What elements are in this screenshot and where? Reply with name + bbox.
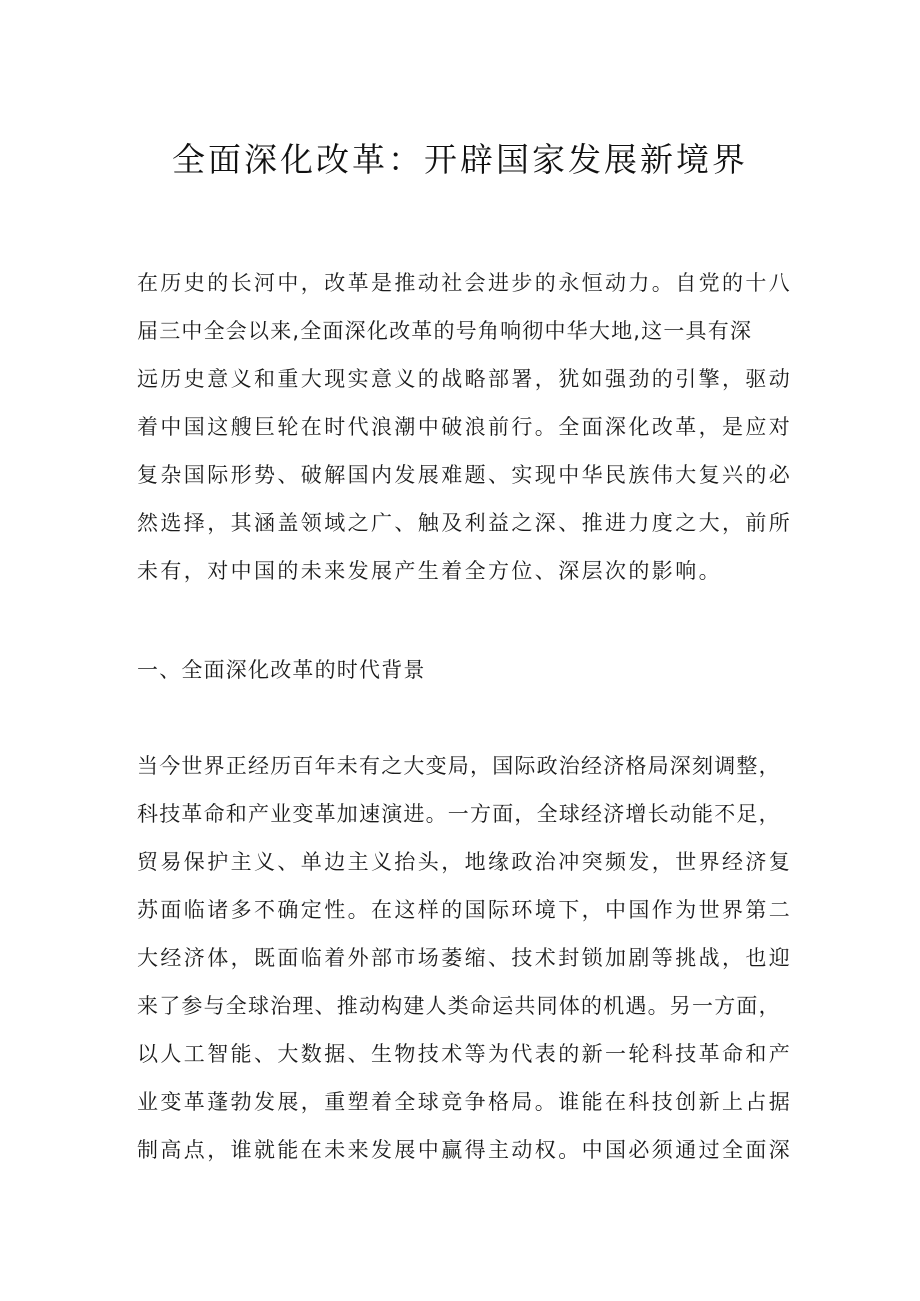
paragraph-line: 未有，对中国的未来发展产生着全方位、深层次的影响。 <box>137 559 722 583</box>
paragraph-line: 然选择，其涵盖领域之广、触及利益之深、推进力度之大，前所 <box>137 511 793 535</box>
document-title: 全面深化改革：开辟国家发展新境界 <box>172 140 748 179</box>
paragraph-line: 当今世界正经历百年未有之大变局，国际政治经济格局深刻调整， <box>137 754 781 778</box>
paragraph-line: 苏面临诸多不确定性。在这样的国际环境下，中国作为世界第二 <box>137 898 793 922</box>
paragraph-line: 来了参与全球治理、推动构建人类命运共同体的机遇。另一方面， <box>137 994 781 1018</box>
paragraph-line: 制高点，谁就能在未来发展中赢得主动权。中国必须通过全面深 <box>137 1138 793 1162</box>
intro-paragraph <box>137 259 797 595</box>
paragraph-line: 在历史的长河中，改革是推动社会进步的永恒动力。自党的十八 <box>137 271 793 295</box>
paragraph-line: 科技革命和产业变革加速演进。一方面，全球经济增长动能不足， <box>137 802 781 826</box>
paragraph-line: 远历史意义和重大现实意义的战略部署，犹如强劲的引擎，驱动 <box>137 367 793 391</box>
paragraph-line: 贸易保护主义、单边主义抬头，地缘政治冲突频发，世界经济复 <box>137 850 793 874</box>
section-heading: 一、全面深化改革的时代背景 <box>137 658 426 682</box>
paragraph-line: 复杂国际形势、破解国内发展难题、实现中华民族伟大复兴的必 <box>137 463 793 487</box>
paragraph-line: 以人工智能、大数据、生物技术等为代表的新一轮科技革命和产 <box>137 1042 793 1066</box>
paragraph-line: 着中国这艘巨轮在时代浪潮中破浪前行。全面深化改革，是应对 <box>137 415 793 439</box>
paragraph-line: 业变革蓬勃发展，重塑着全球竞争格局。谁能在科技创新上占据 <box>137 1090 793 1114</box>
paragraph-line: 届三中全会以来,全面深化改革的号角响彻中华大地,这一具有深 <box>137 319 753 343</box>
section-paragraph <box>137 742 797 1174</box>
paragraph-line: 大经济体，既面临着外部市场萎缩、技术封锁加剧等挑战，也迎 <box>137 946 793 970</box>
